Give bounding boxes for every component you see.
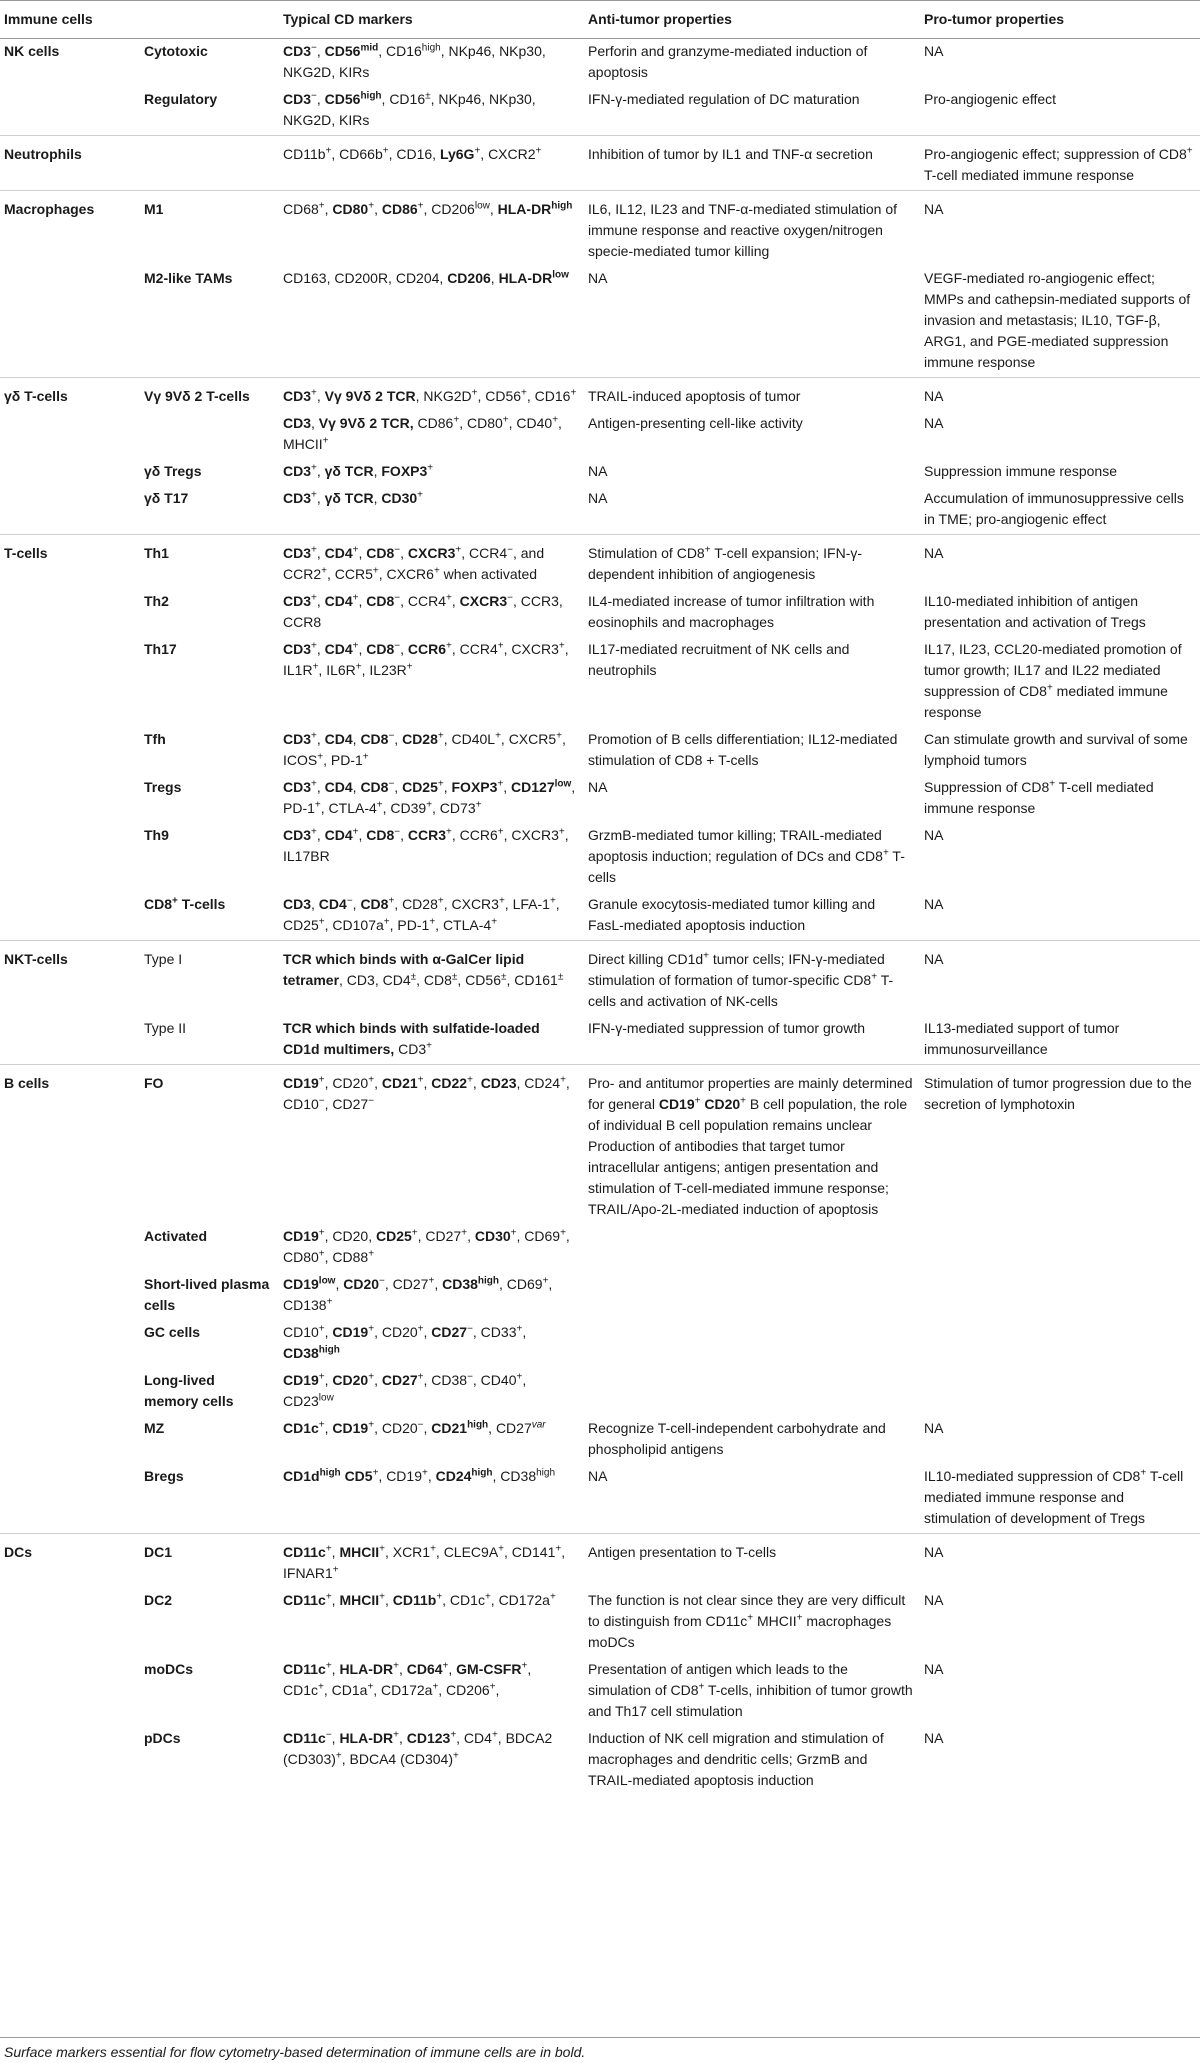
cell-pro-tumor (920, 1272, 1200, 1320)
cell-pro-tumor: IL13-mediated support of tumor immunosurveillance (924, 1020, 1120, 1057)
cell-subtype: M1 (140, 191, 279, 267)
cell-cd-markers: CD19+, CD20+, CD27+, CD38−, CD40+, $CD23^{low}$ (283, 1371, 527, 1409)
cell-subtype: Tregs (144, 779, 182, 795)
cell-immune-cell: Neutrophils (0, 136, 140, 191)
cell-immune-cell (0, 1416, 140, 1464)
cell-anti-tumor (584, 1224, 920, 1272)
cell-subtype: γδ T17 (144, 490, 189, 506)
cell-pro-tumor: Pro-angiogenic effect; suppression of CD8+ T-cell mediated immune response (920, 136, 1200, 191)
cell-anti-tumor: IFN-γ-mediated regulation of DC maturation (588, 91, 860, 107)
cell-subtype: Type II (144, 1020, 187, 1036)
cell-subtype: FO (140, 1065, 279, 1225)
cell-anti-tumor: IL17-mediated recruitment of NK cells and neutrophils (588, 641, 850, 678)
cell-pro-tumor: NA (920, 378, 1200, 412)
cell-immune-cell (0, 1272, 140, 1320)
cell-cd-markers: CD10+, CD19+, CD20+, CD27−, CD33+, $CD38^{high}$ (283, 1323, 527, 1361)
table-row (0, 1657, 1200, 1726)
cell-cd-markers: CD3+, CD4, CD8−, CD28+, CD40L+, CXCR5+, ICOS+, PD-1+ (283, 730, 566, 768)
cell-anti-tumor: Recognize T-cell-independent carbohydrate and phospholipid antigens (588, 1420, 886, 1457)
table-row (0, 486, 1200, 535)
table-row (0, 775, 1200, 823)
cell-pro-tumor: Can stimulate growth and survival of some lymphoid tumors (924, 731, 1188, 768)
cell-anti-tumor: IL6, IL12, IL23 and TNF-α-mediated stimulation of immune response and reactive oxygen/nitrogen specie-mediated tumor killing (584, 191, 920, 267)
cell-anti-tumor: GrzmB-mediated tumor killing; TRAIL-mediated apoptosis induction; regulation of DCs and CD8+ T-cells (588, 827, 905, 885)
table-row (0, 1726, 1200, 1801)
cell-anti-tumor: NA (588, 779, 608, 795)
table-row (0, 136, 1200, 191)
cell-anti-tumor: Pro- and antitumor properties are mainly determined for general CD19+ CD20+ B cell population, the role of individual B cell population remains unclear Production of antibodies that target tumor intracellular antigens; antigen presentation and stimulation of T-cell-mediated immune response; TRAIL/Apo-2L-mediated induction of apoptosis (584, 1065, 920, 1225)
cell-immune-cell: NKT-cells (0, 941, 140, 1017)
table-row (0, 589, 1200, 637)
cell-pro-tumor: NA (920, 941, 1200, 1017)
table-row (0, 1368, 1200, 1416)
cell-cd-markers: TCR which binds with sulfatide-loaded CD1d multimers, CD3+ (283, 1020, 540, 1057)
cell-subtype: Activated (144, 1228, 208, 1244)
cell-subtype: Vγ 9Vδ 2 T-cells (140, 378, 279, 412)
cell-pro-tumor: VEGF-mediated ro-angiogenic effect; MMPs and cathepsin-mediated supports of invasion and metastasis; IL10, TGF-β, ARG1, and PGE-mediated suppression immune response (924, 270, 1191, 370)
cell-pro-tumor: Suppression of CD8+ T-cell mediated immune response (924, 778, 1154, 816)
table-row (0, 378, 1200, 412)
cell-subtype: Cytotoxic (144, 43, 208, 59)
table-row (0, 823, 1200, 892)
cell-cd-markers: CD3+, γδ TCR, CD30+ (283, 489, 424, 506)
cell-immune-cell (0, 727, 140, 775)
cell-immune-cell (0, 589, 140, 637)
cell-cd-markers: CD3+, CD4, CD8−, CD25+, FOXP3+, $CD127^{low}$, PD-1+, CTLA-4+, CD39+, CD73+ (283, 778, 576, 816)
cell-subtype: GC cells (144, 1324, 201, 1340)
table-row (0, 411, 1200, 459)
cell-subtype (140, 411, 279, 459)
cell-cd-markers: CD11c+, HLA-DR+, CD64+, GM-CSFR+, CD1c+, CD1a+, CD172a+, CD206+, (283, 1660, 532, 1698)
cell-pro-tumor (920, 1368, 1200, 1416)
cell-subtype: DC1 (140, 1534, 279, 1589)
cell-pro-tumor: NA (920, 535, 1200, 590)
header-subtype (140, 1, 279, 39)
cell-anti-tumor: TRAIL-induced apoptosis of tumor (584, 378, 920, 412)
cell-cd-markers: CD3+, CD4+, CD8−, CXCR3+, CCR4−, and CCR2+, CCR5+, CXCR6+ when activated (279, 535, 584, 590)
cell-subtype: Regulatory (144, 91, 218, 107)
cell-cd-markers: CD3, Vγ 9Vδ 2 TCR, CD86+, CD80+, CD40+, MHCII+ (283, 414, 562, 452)
cell-immune-cell (0, 1464, 140, 1534)
table-row (0, 1320, 1200, 1368)
cell-immune-cell (0, 637, 140, 727)
table-row (0, 266, 1200, 378)
cell-subtype: DC2 (144, 1592, 173, 1608)
cell-cd-markers: CD3+, Vγ 9Vδ 2 TCR, NKG2D+, CD56+, CD16+ (279, 378, 584, 412)
cell-anti-tumor: Stimulation of CD8+ T-cell expansion; IFN-γ-dependent inhibition of angiogenesis (584, 535, 920, 590)
cell-pro-tumor: NA (924, 1592, 944, 1608)
table-row (0, 1224, 1200, 1272)
cell-pro-tumor: Suppression immune response (924, 463, 1117, 479)
header-immune-cells: Immune cells (0, 1, 140, 39)
header-pro-tumor: Pro-tumor properties (920, 1, 1200, 39)
header-anti-tumor: Anti-tumor properties (584, 1, 920, 39)
cell-anti-tumor: IL4-mediated increase of tumor infiltration with eosinophils and macrophages (588, 593, 875, 630)
cell-subtype: CD8+ T-cells (144, 895, 226, 912)
table-footnote: Surface markers essential for flow cytometry-based determination of immune cells are in bold. (0, 2037, 1200, 2061)
cell-cd-markers: CD163, CD200R, CD204, CD206, HLA-$DR^{low}$ (283, 269, 569, 286)
cell-anti-tumor: Direct killing CD1d+ tumor cells; IFN-γ-mediated stimulation of formation of tumor-specific CD8+ T-cells and activation of NK-cells (584, 941, 920, 1017)
table-row (0, 87, 1200, 136)
cell-cd-markers: CD11b+, CD66b+, CD16, Ly6G+, CXCR2+ (279, 136, 584, 191)
cell-pro-tumor: IL17, IL23, CCL20-mediated promotion of tumor growth; IL17 and IL22 mediated suppression of CD8+ mediated immune response (924, 641, 1182, 720)
cell-anti-tumor: Presentation of antigen which leads to the simulation of CD8+ T-cells, inhibition of tumor growth and Th17 cell stimulation (588, 1661, 913, 1719)
cell-subtype: M2-like TAMs (144, 270, 233, 286)
table-row (0, 941, 1200, 1017)
cell-immune-cell: Macrophages (0, 191, 140, 267)
cell-immune-cell: γδ T-cells (0, 378, 140, 412)
cell-cd-markers: CD11c+, MHCII+, CD11b+, CD1c+, CD172a+ (283, 1591, 556, 1608)
cell-immune-cell (0, 1726, 140, 1801)
table-row (0, 39, 1200, 88)
cell-subtype (140, 136, 279, 191)
cell-subtype: Short-lived plasma cells (144, 1276, 270, 1313)
table-row (0, 535, 1200, 590)
cell-pro-tumor: Accumulation of immunosuppressive cells in TME; pro-angiogenic effect (924, 490, 1184, 527)
cell-cd-markers: TCR which binds with α-GalCer lipid tetramer, CD3, CD4±, CD8±, CD56±, CD161± (279, 941, 584, 1017)
cell-pro-tumor (920, 1320, 1200, 1368)
cell-immune-cell (0, 266, 140, 378)
cell-immune-cell: DCs (0, 1534, 140, 1589)
cell-pro-tumor (920, 1224, 1200, 1272)
cell-anti-tumor: NA (588, 1468, 608, 1484)
table-row (0, 1016, 1200, 1065)
cell-anti-tumor: Promotion of B cells differentiation; IL12-mediated stimulation of CD8 + T-cells (588, 731, 898, 768)
cell-anti-tumor (584, 1272, 920, 1320)
cell-subtype: Long-lived memory cells (144, 1372, 234, 1409)
cell-cd-markers: CD19+, CD20, CD25+, CD27+, CD30+, CD69+, CD80+, CD88+ (283, 1227, 570, 1265)
cell-cd-markers: CD68+, CD80+, CD86+, $CD206^{low}$, HLA-$DR^{high}$ (279, 191, 584, 267)
cell-anti-tumor (584, 1320, 920, 1368)
cell-immune-cell (0, 1368, 140, 1416)
cell-pro-tumor: NA (924, 896, 944, 912)
cell-cd-markers: CD3−, $CD56^{high}$, CD16±, NKp46, NKp30, NKG2D, KIRs (283, 90, 536, 128)
cell-pro-tumor: NA (920, 1534, 1200, 1589)
table-row (0, 1416, 1200, 1464)
cell-pro-tumor: NA (924, 43, 944, 59)
cell-anti-tumor: NA (588, 490, 608, 506)
cell-anti-tumor: Antigen-presenting cell-like activity (588, 415, 803, 431)
table-row (0, 1534, 1200, 1589)
cell-cd-markers: CD3+, γδ TCR, FOXP3+ (283, 462, 434, 479)
cell-cd-markers: CD1c+, CD19+, CD20−, $CD21^{high}$, $CD27^{var}$ (283, 1419, 546, 1436)
cell-subtype: Th2 (144, 593, 169, 609)
cell-immune-cell (0, 823, 140, 892)
cell-pro-tumor: NA (924, 415, 944, 431)
cell-immune-cell (0, 892, 140, 941)
cell-immune-cell: NK cells (4, 43, 60, 59)
cell-immune-cell (0, 1588, 140, 1657)
cell-pro-tumor: NA (924, 827, 944, 843)
cell-pro-tumor: NA (924, 1420, 944, 1436)
cell-subtype: Tfh (144, 731, 166, 747)
cell-pro-tumor: IL10-mediated inhibition of antigen presentation and activation of Tregs (924, 593, 1146, 630)
cell-subtype: Bregs (144, 1468, 184, 1484)
cell-cd-markers: CD3+, CD4+, CD8−, CCR3+, CCR6+, CXCR3+, IL17BR (283, 826, 569, 864)
cell-immune-cell (0, 1224, 140, 1272)
cell-subtype: MZ (144, 1420, 165, 1436)
cell-pro-tumor: Stimulation of tumor progression due to the secretion of lymphotoxin (920, 1065, 1200, 1225)
cell-anti-tumor: NA (588, 463, 608, 479)
cell-cd-markers: CD3+, CD4+, CD8−, CCR4+, CXCR3−, CCR3, CCR8 (283, 592, 563, 630)
cell-immune-cell (0, 775, 140, 823)
cell-cd-markers: $CD1d^{high}$ CD5+, CD19+, $CD24^{high}$, $CD38^{high}$ (283, 1467, 556, 1484)
cell-pro-tumor: IL10-mediated suppression of CD8+ T-cell mediated immune response and stimulation of development of Tregs (924, 1467, 1184, 1526)
table-header-row (0, 1, 1200, 39)
table-row (0, 1065, 1200, 1225)
cell-subtype: Th17 (144, 641, 177, 657)
cell-cd-markers: CD11c−, HLA-DR+, CD123+, CD4+, BDCA2 (CD303)+, BDCA4 (CD304)+ (283, 1729, 553, 1767)
cell-pro-tumor: Pro-angiogenic effect (924, 91, 1057, 107)
cell-subtype: Th9 (144, 827, 169, 843)
cell-subtype: moDCs (144, 1661, 194, 1677)
cell-subtype: pDCs (144, 1730, 181, 1746)
cell-anti-tumor: Antigen presentation to T-cells (584, 1534, 920, 1589)
header-typical-cd-markers: Typical CD markers (279, 1, 584, 39)
table-row (0, 191, 1200, 267)
cell-cd-markers: CD19+, CD20+, CD21+, CD22+, CD23, CD24+, CD10−, CD27− (279, 1065, 584, 1225)
cell-cd-markers: CD11c+, MHCII+, XCR1+, CLEC9A+, CD141+, IFNAR1+ (279, 1534, 584, 1589)
cell-immune-cell (0, 1016, 140, 1065)
cell-pro-tumor: NA (920, 191, 1200, 267)
cell-anti-tumor: IFN-γ-mediated suppression of tumor growth (588, 1020, 865, 1036)
cell-anti-tumor: Perforin and granzyme-mediated induction of apoptosis (588, 43, 868, 80)
cell-anti-tumor: Inhibition of tumor by IL1 and TNF-α secretion (584, 136, 920, 191)
cell-anti-tumor: Granule exocytosis-mediated tumor killing and FasL-mediated apoptosis induction (588, 896, 876, 933)
cell-immune-cell (0, 459, 140, 486)
cell-subtype: γδ Tregs (144, 463, 202, 479)
cell-immune-cell (0, 1657, 140, 1726)
cell-immune-cell (0, 87, 140, 136)
table-row (0, 1588, 1200, 1657)
table-row (0, 1272, 1200, 1320)
cell-immune-cell (0, 1320, 140, 1368)
table-row (0, 637, 1200, 727)
cell-pro-tumor: NA (924, 1661, 944, 1677)
cell-anti-tumor: NA (588, 270, 608, 286)
cell-immune-cell: B cells (0, 1065, 140, 1225)
cell-anti-tumor (584, 1368, 920, 1416)
cell-cd-markers: CD3−, $CD56^{mid}$, $CD16^{high}$, NKp46, NKp30, NKG2D, KIRs (283, 42, 546, 80)
cell-cd-markers: CD3, CD4−, CD8+, CD28+, CXCR3+, LFA-1+, CD25+, CD107a+, PD-1+, CTLA-4+ (283, 895, 560, 933)
cell-immune-cell: T-cells (0, 535, 140, 590)
cell-immune-cell (0, 486, 140, 535)
table-row (0, 459, 1200, 486)
cell-subtype: Th1 (140, 535, 279, 590)
cell-cd-markers: $CD19^{low}$, CD20−, CD27+, $CD38^{high}$, CD69+, CD138+ (283, 1275, 553, 1313)
cell-pro-tumor: NA (924, 1730, 944, 1746)
cell-anti-tumor: The function is not clear since they are very difficult to distinguish from CD11c+ MHCII+ macrophages moDCs (588, 1592, 906, 1650)
table-row (0, 1464, 1200, 1534)
cell-immune-cell (0, 411, 140, 459)
table-row (0, 727, 1200, 775)
cell-cd-markers: CD3+, CD4+, CD8−, CCR6+, CCR4+, CXCR3+, IL1R+, IL6R+, IL23R+ (283, 640, 569, 678)
cell-subtype: Type I (140, 941, 279, 1017)
table-body (0, 39, 1200, 1802)
cell-anti-tumor: Induction of NK cell migration and stimulation of macrophages and dendritic cells; GrzmB and TRAIL-mediated apoptosis induction (588, 1730, 884, 1788)
table-row (0, 892, 1200, 941)
